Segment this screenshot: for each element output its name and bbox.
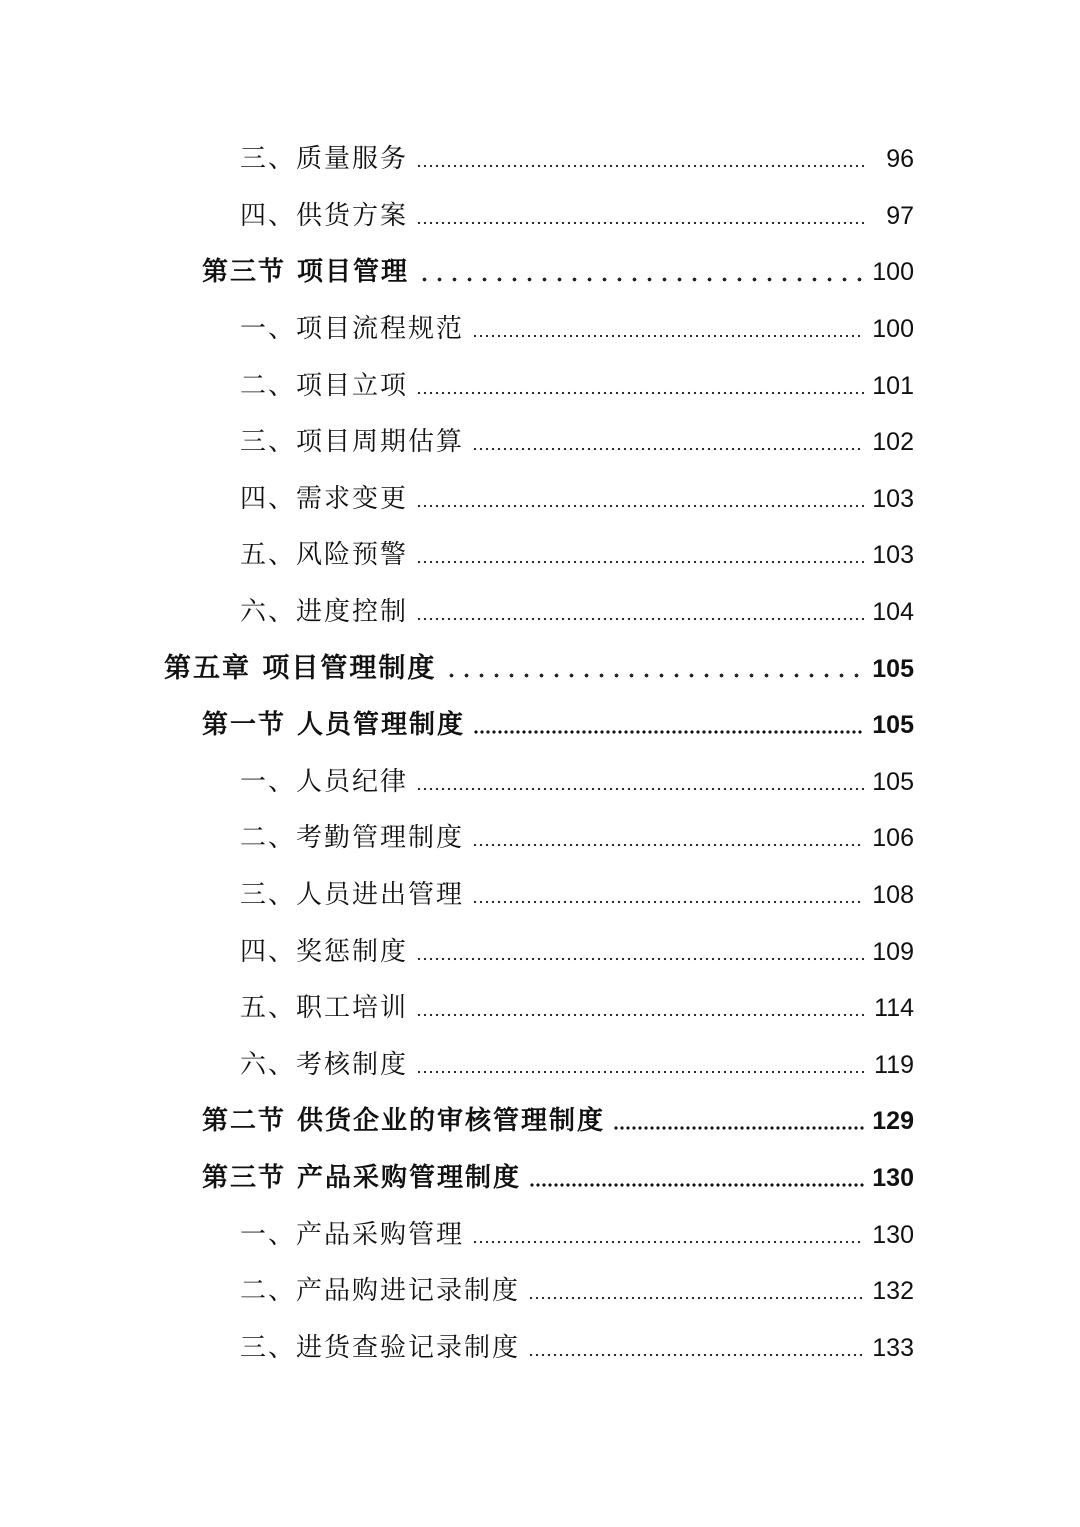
toc-entry[interactable] [0,414,1080,471]
toc-entry-title: 第五章 项目管理制度 [164,652,437,684]
toc-entry[interactable] [0,867,1080,924]
dot-leader [528,1353,864,1357]
dot-leader [416,391,864,395]
dot-leader [417,277,864,282]
toc-entry[interactable] [0,1263,1080,1320]
toc-entry-title: 五、职工培训 [240,993,409,1024]
toc-entry-title: 四、需求变更 [240,483,409,514]
toc-entry-title: 一、产品采购管理 [240,1219,465,1250]
toc-entry-title: 三、项目周期估算 [240,427,465,458]
dot-leader [416,617,864,621]
toc-entry-page: 103 [872,541,914,570]
toc-entry[interactable] [0,1206,1080,1263]
toc-section-entry[interactable] [0,697,1080,754]
toc-entry[interactable] [0,357,1080,414]
toc-entry[interactable] [0,1319,1080,1376]
toc-chapter-entry[interactable] [0,640,1080,697]
toc-entry-title: 第一节 人员管理制度 [202,710,466,741]
dot-leader [528,1296,864,1300]
toc-entry-page: 97 [886,201,914,230]
toc-entry-title: 六、进度控制 [240,597,409,628]
toc-entry[interactable] [0,527,1080,584]
table-of-contents [0,131,1080,1376]
dot-leader [472,447,864,451]
dot-leader [416,1013,866,1017]
toc-entry-page: 108 [872,881,914,910]
toc-entry-title: 一、项目流程规范 [240,314,465,345]
toc-entry-page: 132 [872,1277,914,1306]
toc-entry-page: 119 [874,1050,914,1079]
dot-leader [613,1126,864,1130]
toc-section-entry[interactable] [0,1093,1080,1150]
dot-leader [416,1070,866,1074]
dot-leader [472,334,864,338]
toc-entry-page: 114 [874,994,914,1023]
toc-entry-page: 133 [872,1333,914,1362]
toc-entry-title: 第三节 产品采购管理制度 [202,1162,522,1193]
toc-entry-page: 105 [872,767,914,796]
toc-entry-title: 二、项目立项 [240,370,409,401]
toc-entry-page: 102 [872,428,914,457]
toc-section-entry[interactable] [0,244,1080,301]
toc-entry-page: 100 [872,315,914,344]
toc-entry-page: 105 [872,654,914,683]
dot-leader [416,504,864,508]
toc-entry-title: 五、风险预警 [240,540,409,571]
toc-entry-title: 二、产品购进记录制度 [240,1276,521,1307]
toc-entry[interactable] [0,980,1080,1037]
dot-leader [444,673,864,678]
toc-entry[interactable] [0,923,1080,980]
toc-entry-page: 109 [872,937,914,966]
toc-entry[interactable] [0,810,1080,867]
toc-entry-page: 103 [872,484,914,513]
toc-entry-page: 101 [872,371,914,400]
toc-entry-page: 100 [872,258,914,287]
toc-entry-title: 三、人员进出管理 [240,880,465,911]
dot-leader [416,957,864,961]
dot-leader [416,164,866,168]
toc-entry-page: 96 [886,145,914,174]
toc-entry-title: 四、奖惩制度 [240,936,409,967]
toc-entry-title: 一、人员纪律 [240,766,409,797]
toc-entry[interactable] [0,471,1080,528]
toc-section-entry[interactable] [0,1150,1080,1207]
dot-leader [416,221,866,225]
dot-leader [529,1183,864,1187]
toc-entry[interactable] [0,188,1080,245]
toc-entry[interactable] [0,301,1080,358]
toc-entry-page: 130 [872,1220,914,1249]
dot-leader [473,730,864,734]
toc-entry-page: 106 [872,824,914,853]
toc-entry-page: 129 [872,1107,914,1136]
dot-leader [472,1240,864,1244]
dot-leader [472,900,864,904]
toc-entry-title: 三、质量服务 [240,144,409,175]
dot-leader [416,560,864,564]
toc-entry-page: 104 [872,598,914,627]
toc-entry-title: 二、考勤管理制度 [240,823,465,854]
toc-entry-page: 130 [872,1163,914,1192]
dot-leader [472,843,864,847]
toc-entry[interactable] [0,1037,1080,1094]
toc-entry[interactable] [0,131,1080,188]
dot-leader [416,787,864,791]
toc-entry-page: 105 [872,711,914,740]
toc-entry-title: 三、进货查验记录制度 [240,1332,521,1363]
toc-entry-title: 第二节 供货企业的审核管理制度 [202,1106,606,1137]
toc-entry[interactable] [0,754,1080,811]
toc-entry-title: 第三节 项目管理 [202,257,410,288]
toc-entry-title: 四、供货方案 [240,200,409,231]
toc-entry[interactable] [0,584,1080,641]
toc-entry-title: 六、考核制度 [240,1049,409,1080]
